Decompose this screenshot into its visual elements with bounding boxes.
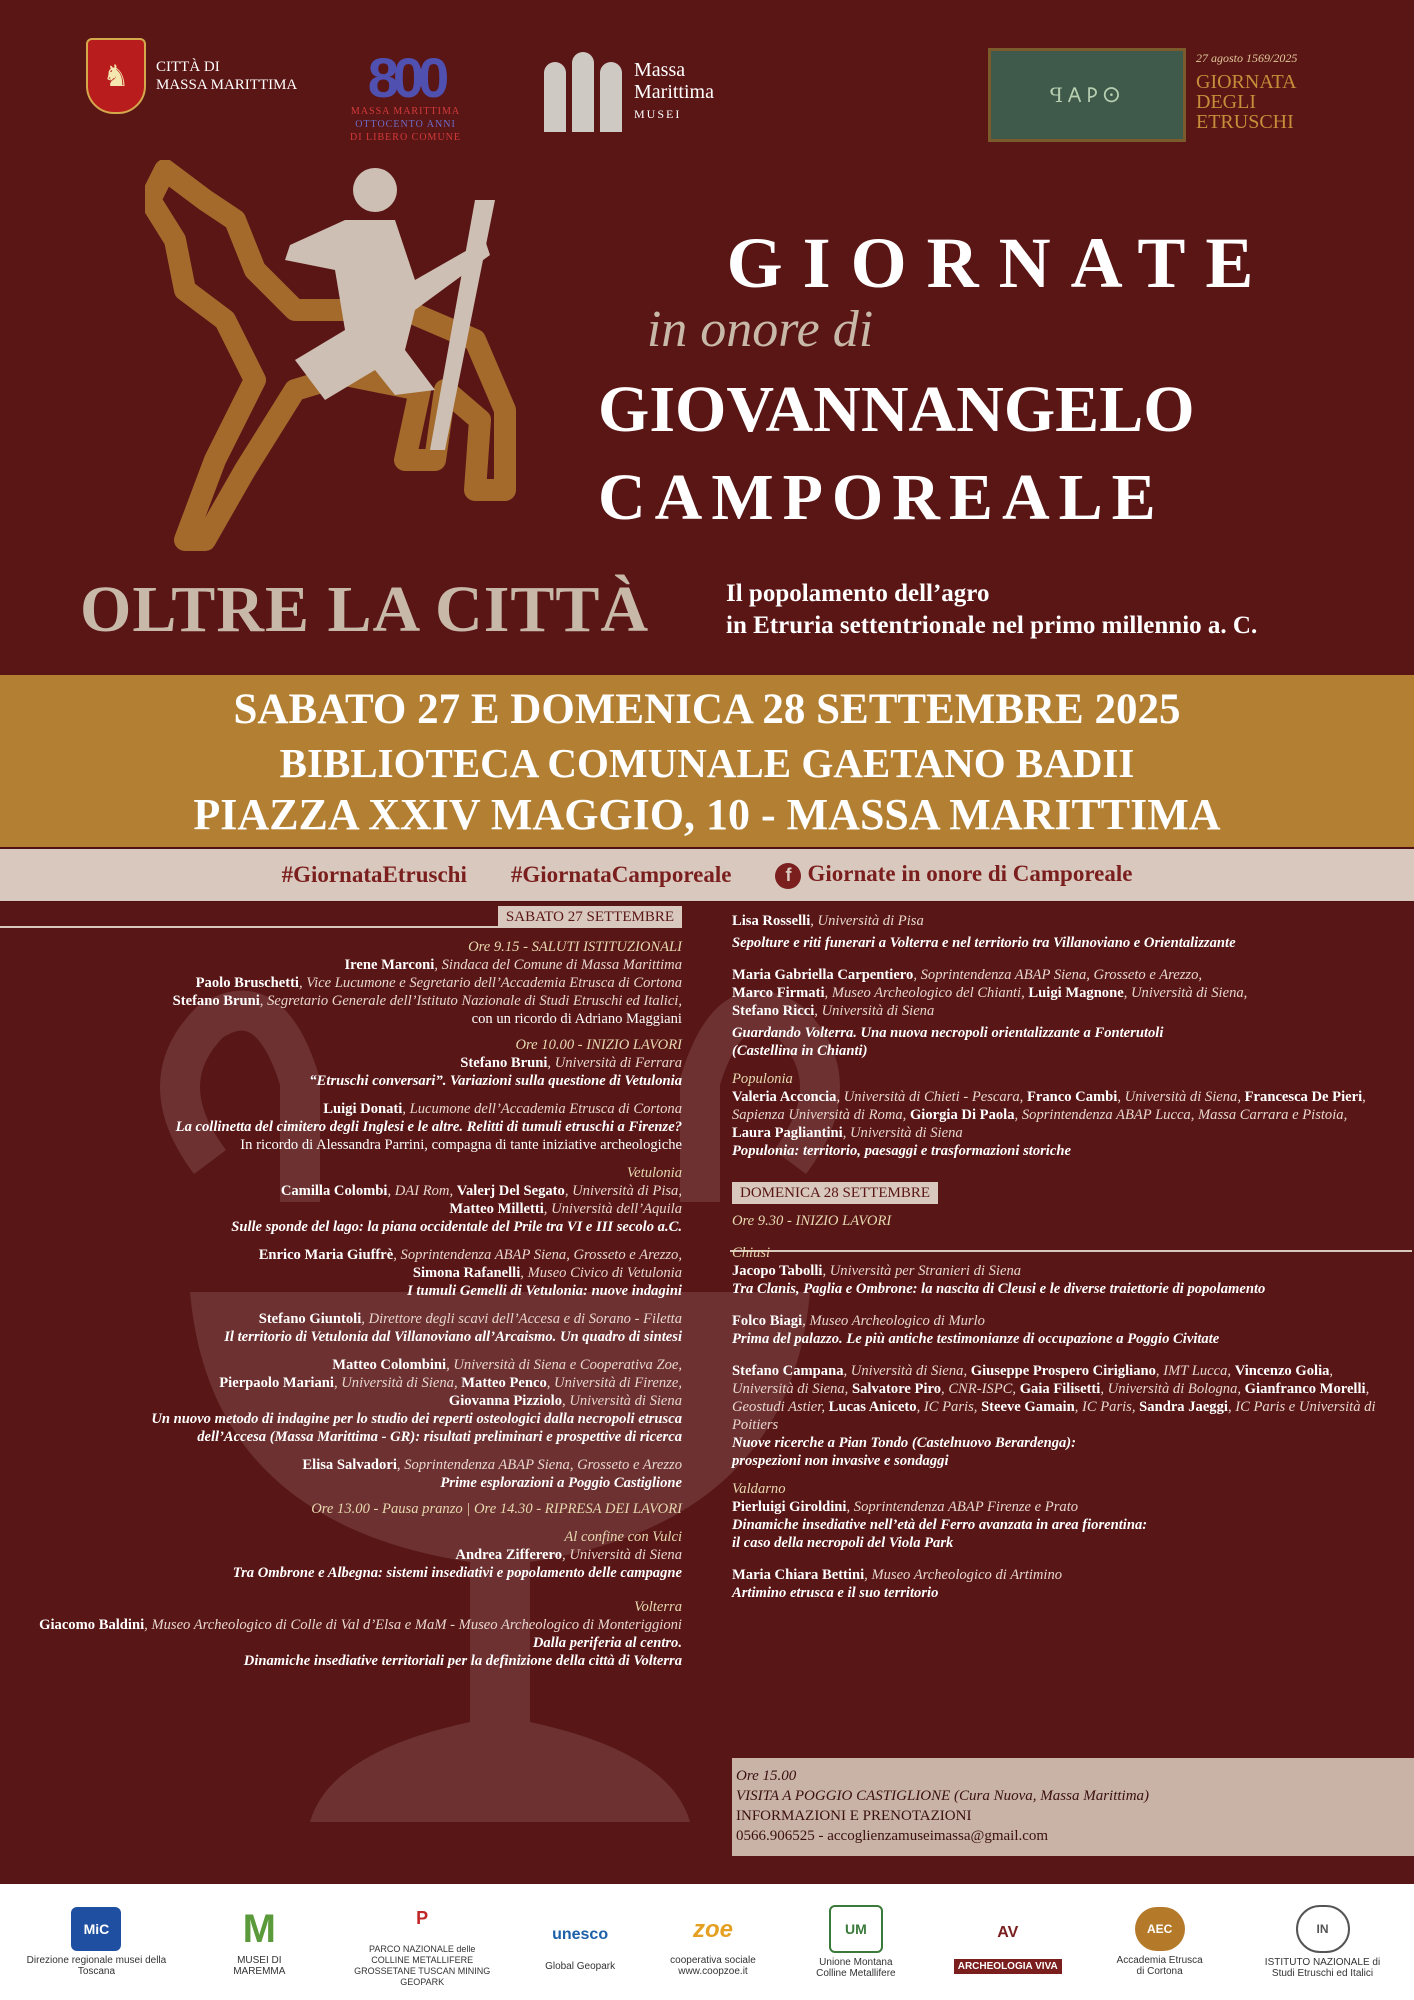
- speaker-name: Laura Pagliantini: [732, 1125, 843, 1141]
- talk-title: Dinamiche insediative nell’età del Ferro avanzata in area fiorentina:: [732, 1517, 1148, 1533]
- time-saluti: Ore 9.15 - SALUTI ISTITUZIONALI: [468, 939, 682, 955]
- speaker-affiliation: , IC Paris,: [1074, 1399, 1140, 1415]
- speaker-affiliation: , Soprintendenza ABAP Siena, Grosseto e Arezzo,: [913, 967, 1203, 983]
- city-logo: [86, 38, 297, 114]
- speaker-affiliation: , Sindaca del Comune di Massa Marittima: [434, 957, 682, 973]
- section-volterra: Volterra: [634, 1599, 682, 1615]
- talk-title: dell’Accesa (Massa Marittima - GR): risultati preliminari e prospettive di ricerca: [197, 1429, 682, 1445]
- anniversary-line3: DI LIBERO COMUNE: [350, 132, 461, 143]
- speaker-name: Maria Chiara Bettini: [732, 1567, 865, 1583]
- talk-title: Prima del palazzo. Le più antiche testimonianze di occupazione a Poggio Civitate: [732, 1331, 1220, 1347]
- speaker-affiliation: , Università di Siena: [842, 1125, 963, 1141]
- speaker-name: Andrea Zifferero: [455, 1547, 563, 1563]
- sponsor-unione-montana[interactable]: [811, 1905, 901, 1979]
- etruschi-date: 27 agosto 1569/2025: [1196, 51, 1298, 65]
- anniversary-line1: MASSA MARITTIMA: [350, 106, 461, 117]
- mic-logo-icon: MiC: [71, 1907, 121, 1951]
- anniversary-logo: [350, 46, 461, 143]
- musei-logo-line3: MUSEI: [634, 107, 682, 121]
- talk-title: Guardando Volterra. Una nuova necropoli orientalizzante a Fonterutoli: [732, 1025, 1164, 1041]
- speaker-affiliation: , Università dell’Aquila: [543, 1201, 682, 1217]
- sponsor-label: cooperativa sociale www.coopzoe.it: [670, 1955, 756, 1977]
- speaker-name: Valeria Acconcia: [732, 1089, 837, 1105]
- date-venue-band: [0, 675, 1414, 847]
- visit-title: VISITA A POGGIO CASTIGLIONE (Cura Nuova, Massa Marittima): [736, 1788, 1150, 1804]
- talk-title: Populonia: territorio, paesaggi e trasformazioni storiche: [732, 1143, 1071, 1159]
- sponsor-direzione-musei[interactable]: [26, 1907, 166, 1977]
- speaker-affiliation: , Lucumone dell’Accademia Etrusca di Cortona: [402, 1101, 682, 1117]
- speaker-name: Stefano Campana: [732, 1363, 844, 1379]
- speaker-name: Stefano Giuntoli: [258, 1311, 362, 1327]
- sponsor-label: MUSEI DI MAREMMA: [233, 1955, 286, 1977]
- event-venue: BIBLIOTECA COMUNALE GAETANO BADII: [279, 740, 1135, 786]
- speaker-name: Matteo Colombini: [332, 1357, 447, 1373]
- talk-title: Prime esplorazioni a Poggio Castiglione: [440, 1475, 682, 1491]
- talk-title: Il territorio di Vetulonia dal Villanoviano all’Arcaismo. Un quadro di sintesi: [224, 1329, 682, 1345]
- speaker-name: Folco Biagi: [732, 1313, 803, 1329]
- speaker-name: Stefano Ricci: [732, 1003, 815, 1019]
- speaker-affiliation: , IMT Lucca,: [1155, 1363, 1235, 1379]
- speaker-name: Gaia Filisetti: [1019, 1381, 1101, 1397]
- speaker-name: Luigi Donati: [323, 1101, 403, 1117]
- speaker-name: Jacopo Tabolli: [732, 1263, 823, 1279]
- sponsor-label: Accademia Etrusca di Cortona: [1116, 1955, 1203, 1977]
- speaker-name: Giorgia Di Paola: [909, 1107, 1015, 1123]
- musei-logo: [544, 52, 714, 132]
- speaker-name: Giovanna Pizziolo: [448, 1393, 563, 1409]
- time-pausa: Ore 13.00 - Pausa pranzo | Ore 14.30 - RIPRESA DEI LAVORI: [311, 1501, 682, 1517]
- program-section: [0, 902, 1414, 1884]
- talk-title: Un nuovo metodo di indagine per lo studio dei reperti osteologici dalla necropoli etrusca: [151, 1411, 682, 1427]
- event-dates: SABATO 27 E DOMENICA 28 SETTEMBRE 2025: [233, 686, 1181, 733]
- section-vulci: Al confine con Vulci: [564, 1529, 682, 1545]
- visit-time: Ore 15.00: [736, 1768, 797, 1784]
- speaker-name: Giacomo Baldini: [39, 1617, 145, 1633]
- speaker-affiliation: , Università di Siena: [814, 1003, 935, 1019]
- speaker-name: Marco Firmati: [732, 985, 825, 1001]
- speaker-affiliation: , Università di Chieti - Pescara,: [836, 1089, 1027, 1105]
- speaker-name: Franco Cambi: [1026, 1089, 1118, 1105]
- sponsor-musei-maremma[interactable]: [219, 1907, 299, 1977]
- giornata-etruschi-logo: [988, 48, 1297, 142]
- talk-title: Artimino etrusca e il suo territorio: [732, 1585, 939, 1601]
- section-chiusi: Chiusi: [732, 1245, 771, 1261]
- speaker-affiliation: , Soprintendenza ABAP Firenze e Prato: [846, 1499, 1079, 1515]
- speaker-affiliation: , Soprintendenza ABAP Siena, Grosseto e Arezzo,: [393, 1247, 682, 1263]
- speaker-affiliation: , Soprintendenza ABAP Lucca, Massa Carrara e Pistoia,: [1014, 1107, 1348, 1123]
- speaker-name: Irene Marconi: [344, 957, 435, 973]
- facebook-page-label: Giornate in onore di Camporeale: [807, 861, 1133, 887]
- speaker-name: Simona Rafanelli: [412, 1265, 521, 1281]
- bronze-plate-icon: ꟼ𐌀𐌓𐌏: [988, 48, 1186, 142]
- facebook-icon: f: [775, 863, 801, 889]
- speaker-affiliation: , Università di Siena,: [1117, 1089, 1245, 1105]
- talk-title: Sepolture e riti funerari a Volterra e nel territorio tra Villanoviano e Orientalizzante: [732, 935, 1236, 951]
- speaker-name: Pierpaolo Mariani: [219, 1375, 334, 1391]
- sunday-header: DOMENICA 28 SETTEMBRE: [732, 1182, 938, 1204]
- etruschi-line1: GIORNATA: [1196, 71, 1297, 93]
- speaker-affiliation: , Museo Civico di Vetulonia: [520, 1265, 682, 1281]
- speaker-name: Gianfranco Morelli: [1244, 1381, 1366, 1397]
- sponsor-label: Direzione regionale musei della Toscana: [26, 1955, 167, 1977]
- speaker-affiliation: , Università di Siena: [562, 1547, 682, 1563]
- city-logo-line2: MASSA MARITTIMA: [156, 77, 298, 93]
- speaker-name: Enrico Maria Giuffrè: [258, 1247, 394, 1263]
- speaker-name: Sandra Jaeggi: [1139, 1399, 1228, 1415]
- sponsor-label: Global Geopark: [545, 1960, 616, 1972]
- speaker-affiliation: , Università di Siena,: [732, 1363, 1334, 1397]
- hashtag-etruschi[interactable]: #GiornataEtruschi: [281, 862, 467, 887]
- talk-title: Dalla periferia al centro.: [532, 1635, 682, 1651]
- speaker-affiliation: , Università di Siena e Cooperativa Zoe,: [446, 1357, 682, 1373]
- anniversary-number: 800: [367, 46, 444, 109]
- speaker-affiliation: , Museo Archeologico di Murlo: [802, 1313, 985, 1329]
- speaker-affiliation: , Università di Siena: [562, 1393, 682, 1409]
- saturday-header: SABATO 27 SETTEMBRE: [498, 906, 682, 928]
- speaker-affiliation: , Direttore degli scavi dell’Accesa e di Sorano - Filetta: [361, 1311, 682, 1327]
- sponsor-label: ISTITUTO NAZIONALE di Studi Etruschi ed Italici: [1264, 1957, 1381, 1979]
- speaker-name: Salvatore Piro: [851, 1381, 942, 1397]
- parco-logo-icon: P: [416, 1907, 429, 1928]
- talk-title: Nuove ricerche a Pian Tondo (Castelnuovo Berardenga):: [732, 1435, 1077, 1451]
- sponsor-accademia-etrusca[interactable]: [1115, 1907, 1205, 1977]
- talk-note: con un ricordo di Adriano Maggiani: [471, 1011, 682, 1027]
- talk-title: (Castellina in Chianti): [732, 1043, 868, 1059]
- speaker-affiliation: , Università di Siena,: [1123, 985, 1248, 1001]
- sponsor-label: ARCHEOLOGIA VIVA: [954, 1959, 1062, 1974]
- subtitle-line1: Il popolamento dell’agro: [726, 580, 990, 607]
- speaker-affiliation: , Soprintendenza ABAP Siena, Grosseto e Arezzo: [396, 1457, 682, 1473]
- sponsor-istituto-nazionale[interactable]: [1258, 1905, 1388, 1979]
- speaker-name: Stefano Bruni: [460, 1055, 548, 1071]
- sponsor-label: PARCO NAZIONALE delle COLLINE METALLIFERE GROSSETANE TUSCAN MINING GEOPARK: [354, 1944, 491, 1987]
- unione-montana-logo-icon: UM: [829, 1905, 883, 1953]
- event-address: PIAZZA XXIV MAGGIO, 10 - MASSA MARITTIMA: [193, 790, 1221, 839]
- speaker-affiliation: , Università di Siena,: [843, 1363, 971, 1379]
- subtitle: [726, 578, 1257, 642]
- speaker-affiliation: , Geostudi Astier,: [732, 1381, 1370, 1415]
- right-column: [732, 913, 1380, 1602]
- city-crest-icon: ♞: [86, 38, 146, 114]
- talk-title: “Etruschi conversari”. Variazioni sulla questione di Vetulonia: [309, 1073, 682, 1089]
- etruschi-line2: DEGLI: [1196, 91, 1256, 113]
- speaker-name: Camilla Colombi: [280, 1183, 388, 1199]
- speaker-name: Francesca De Pieri: [1244, 1089, 1363, 1105]
- sponsor-parco-geopark[interactable]: [352, 1896, 492, 1988]
- speaker-name: Elisa Salvadori: [302, 1457, 397, 1473]
- archeologia-viva-logo-icon: AV: [997, 1924, 1019, 1941]
- speaker-name: Matteo Milletti: [449, 1201, 544, 1217]
- visit-info: INFORMAZIONI E PRENOTAZIONI: [736, 1808, 972, 1824]
- visit-box: [732, 1758, 1414, 1856]
- anniversary-line2: OTTOCENTO ANNI: [355, 119, 456, 130]
- museum-arches-icon: [544, 52, 624, 132]
- title-camporeale: CAMPOREALE: [598, 461, 1165, 534]
- speaker-affiliation: , Vice Lucumone e Segretario dell’Accademia Etrusca di Cortona: [299, 975, 682, 991]
- section-populonia: Populonia: [732, 1071, 793, 1087]
- talk-title: La collinetta del cimitero degli Inglesi e le altre. Relitti di tumuli etruschi a Firenze?: [175, 1119, 682, 1135]
- speaker-affiliation: , IC Paris,: [916, 1399, 982, 1415]
- sponsor-zoe[interactable]: [668, 1907, 758, 1977]
- speaker-name: Vincenzo Golia: [1234, 1363, 1330, 1379]
- hashtag-bar: [0, 849, 1414, 901]
- sponsor-unesco[interactable]: [545, 1913, 615, 1972]
- speaker-affiliation: , Museo Archeologico di Colle di Val d’Elsa e MaM - Museo Archeologico di Monteriggioni: [144, 1617, 682, 1633]
- speaker-affiliation: , Università di Pisa,: [564, 1183, 682, 1199]
- istituto-logo-icon: IN: [1296, 1905, 1350, 1953]
- speaker-affiliation: , Università di Siena,: [333, 1375, 462, 1391]
- maremma-logo-icon: M: [242, 1906, 276, 1951]
- talk-title: il caso della necropoli del Viola Park: [732, 1535, 954, 1551]
- visit-contact[interactable]: 0566.906525 - accoglienzamuseimassa@gmail.com: [736, 1828, 1049, 1844]
- subtitle-line2: in Etruria settentrionale nel primo millennio a. C.: [726, 612, 1258, 639]
- title-giovannangelo: GIOVANNANGELO: [598, 373, 1195, 446]
- speaker-name: Luigi Magnone: [1028, 985, 1124, 1001]
- speaker-affiliation: , IC Paris e Università di Poitiers: [732, 1399, 1376, 1433]
- section-valdarno: Valdarno: [732, 1481, 786, 1497]
- talk-title: prospezioni non invasive e sondaggi: [732, 1453, 949, 1469]
- speaker-affiliation: , CNR-ISPC,: [941, 1381, 1020, 1397]
- musei-logo-line2: Marittima: [634, 81, 714, 103]
- section-vetulonia: Vetulonia: [626, 1165, 682, 1181]
- speaker-name: Giuseppe Prospero Cirigliano: [970, 1363, 1156, 1379]
- facebook-page-link[interactable]: [775, 861, 1132, 889]
- zoe-logo-icon: zoe: [692, 1915, 733, 1943]
- saturday-column: [0, 909, 682, 1670]
- unesco-logo-icon: unesco: [552, 1926, 609, 1943]
- accademia-logo-icon: AEC: [1135, 1907, 1185, 1951]
- speaker-affiliation: , Segretario Generale dell’Istituto Nazionale di Studi Etruschi ed Italici,: [259, 993, 682, 1009]
- speaker-name: Matteo Penco: [461, 1375, 547, 1391]
- speaker-name: Paolo Bruschetti: [195, 975, 299, 991]
- speaker-affiliation: , Università di Bologna,: [1100, 1381, 1245, 1397]
- time-inizio-lavori: Ore 10.00 - INIZIO LAVORI: [515, 1037, 682, 1053]
- sponsor-footer: [0, 1884, 1414, 2000]
- speaker-name: Lucas Aniceto: [828, 1399, 917, 1415]
- speaker-affiliation: , Museo Archeologico del Chianti,: [824, 985, 1029, 1001]
- talk-title: Tra Ombrone e Albegna: sistemi insediativi e popolamento delle campagne: [232, 1565, 682, 1581]
- speaker-name: Stefano Bruni: [172, 993, 260, 1009]
- etruschi-line3: ETRUSCHI: [1196, 111, 1294, 133]
- hashtag-camporeale[interactable]: #GiornataCamporeale: [510, 862, 732, 887]
- speaker-affiliation: , Università di Firenze,: [546, 1375, 682, 1391]
- city-logo-line1: CITTÀ DI: [156, 59, 220, 75]
- talk-title: Tra Clanis, Paglia e Ombrone: la nascita di Cleusi e le diverse traiettorie di popolamento: [732, 1281, 1266, 1297]
- speaker-affiliation: , Sapienza Università di Roma,: [732, 1089, 1366, 1123]
- oltre-la-citta: OLTRE LA CITTÀ: [80, 573, 650, 646]
- speaker-name: Lisa Rosselli: [732, 913, 811, 929]
- sponsor-label: Unione Montana Colline Metallifere: [816, 1957, 896, 1979]
- talk-title: Sulle sponde del lago: la piana occidentale del Prile tra VI e III secolo a.C.: [231, 1219, 682, 1235]
- speaker-affiliation: , DAI Rom,: [387, 1183, 457, 1199]
- talk-title: I tumuli Gemelli di Vetulonia: nuove indagini: [407, 1283, 682, 1299]
- time-sunday-start: Ore 9.30 - INIZIO LAVORI: [732, 1213, 892, 1229]
- speaker-affiliation: , Università per Stranieri di Siena: [822, 1263, 1022, 1279]
- speaker-affiliation: , Università di Pisa: [810, 913, 924, 929]
- horse-rider-icon: [145, 160, 565, 560]
- speaker-name: Valerj Del Segato: [456, 1183, 565, 1199]
- title-giornate: GIORNATE: [726, 223, 1274, 303]
- speaker-name: Steeve Gamain: [981, 1399, 1075, 1415]
- talk-note: In ricordo di Alessandra Parrini, compagna di tante iniziative archeologiche: [240, 1137, 682, 1153]
- speaker-affiliation: , Università di Ferrara: [547, 1055, 682, 1071]
- speaker-name: Maria Gabriella Carpentiero: [732, 967, 914, 983]
- speaker-affiliation: , Museo Archeologico di Artimino: [864, 1567, 1063, 1583]
- speaker-name: Pierluigi Giroldini: [732, 1499, 847, 1515]
- poster-header: [0, 0, 1414, 675]
- musei-logo-line1: Massa: [634, 59, 686, 81]
- talk-title: Dinamiche insediative territoriali per la definizione della città di Volterra: [243, 1653, 682, 1669]
- title-in-onore: in onore di: [646, 301, 874, 358]
- sponsor-archeologia-viva[interactable]: [954, 1911, 1062, 1974]
